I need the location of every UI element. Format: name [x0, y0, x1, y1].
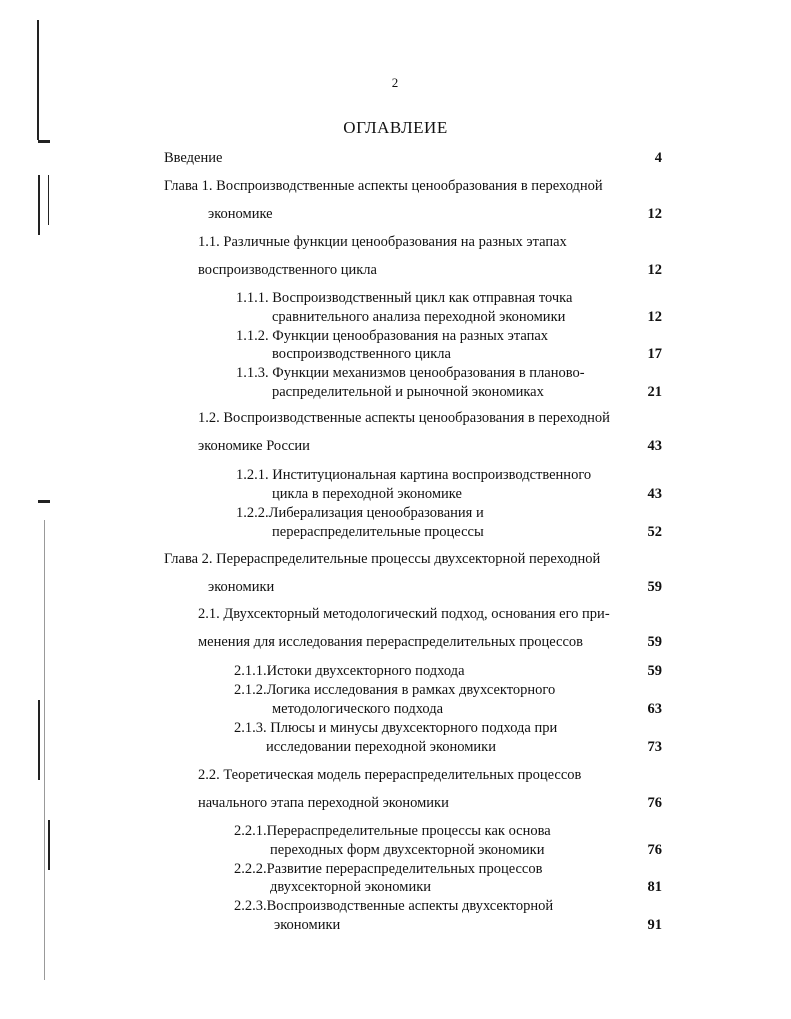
toc-page-s2-2-2: 81	[647, 879, 662, 895]
toc-page-s2-1-3: 73	[647, 739, 662, 755]
toc-entry-s2-2-1-line1: 2.2.1.Перераспределительные процессы как основа	[234, 823, 551, 839]
page-title: ОГЛАВЛЕИЕ	[343, 118, 448, 137]
toc-entry-s2-1-line2: менения для исследования перераспределительных процессов	[198, 634, 584, 650]
scan-edge-mark	[38, 140, 50, 143]
toc-entry-s1-1-3-line1: 1.1.3. Функции механизмов ценообразования в планово-	[236, 365, 585, 381]
toc-entry-s2-1-2-line2: методологического подхода	[272, 701, 444, 717]
toc-entry-s2-2-3-line2: экономики	[274, 917, 341, 933]
toc-entry-s1-1-line2: воспроизводственного цикла	[198, 262, 377, 278]
page-number: 2	[391, 75, 399, 90]
toc-page-s1-1-3: 21	[647, 384, 662, 400]
toc-entry-ch2-line2: экономики	[208, 579, 275, 595]
toc-entry-s2-2-2-line2: двухсекторной экономики	[270, 879, 432, 895]
toc-page-s2-1-1: 59	[647, 663, 662, 679]
toc-page-s2-2: 76	[647, 795, 662, 811]
toc-entry-ch2-line1: Глава 2. Перераспределительные процессы двухсекторной переходной	[164, 551, 601, 567]
toc-entry-s2-1-3-line2: исследовании переходной экономики	[266, 739, 496, 755]
scan-edge-mark	[38, 500, 50, 503]
scan-edge-mark	[48, 820, 50, 870]
toc-entry-s2-2-2-line1: 2.2.2.Развитие перераспределительных процессов	[234, 861, 543, 877]
toc-page-s1-2-1: 43	[647, 486, 662, 502]
scan-edge-mark	[44, 520, 45, 980]
scan-edge-mark	[48, 175, 49, 225]
toc-entry-s1-1-2-line2: воспроизводственного цикла	[272, 346, 451, 362]
toc-page-s1-2-2: 52	[647, 524, 662, 540]
toc-page-s2-1: 59	[647, 634, 662, 650]
toc-page-s1-1: 12	[647, 262, 662, 278]
toc-entry-ch1-line2: экономике	[208, 206, 273, 222]
toc-page-s2-1-2: 63	[647, 701, 662, 717]
scan-edge-mark	[38, 700, 40, 780]
toc-entry-s1-1-1-line2: сравнительного анализа переходной экономики	[272, 309, 566, 325]
toc-entry-s2-1-1-line1: 2.1.1.Истоки двухсекторного подхода	[234, 663, 465, 679]
toc-entry-s1-2-line2: экономике России	[198, 438, 310, 454]
toc-entry-s1-2-2-line2: перераспределительные процессы	[272, 524, 484, 540]
toc-page-ch2: 59	[647, 579, 662, 595]
toc-entry-s1-1-1-line1: 1.1.1. Воспроизводственный цикл как отправная точка	[236, 290, 573, 306]
toc-entry-s1-2-1-line1: 1.2.1. Институциональная картина воспроизводственного	[236, 467, 592, 483]
toc-entry-s2-2-line2: начального этапа переходной экономики	[198, 795, 449, 811]
toc-page-intro: 4	[654, 150, 662, 166]
toc-page-s2-2-3: 91	[647, 917, 662, 933]
toc-page-s2-2-1: 76	[647, 842, 662, 858]
toc-entry-s2-2-3-line1: 2.2.3.Воспроизводственные аспекты двухсекторной	[234, 898, 554, 914]
toc-entry-s1-2-1-line2: цикла в переходной экономике	[272, 486, 462, 502]
toc-page-ch1: 12	[647, 206, 662, 222]
toc-page-s1-2: 43	[647, 438, 662, 454]
toc-entry-s1-1-2-line1: 1.1.2. Функции ценообразования на разных этапах	[236, 328, 549, 344]
scan-edge-mark	[38, 175, 40, 235]
toc-entry-s2-2-line1: 2.2. Теоретическая модель перераспределительных процессов	[198, 767, 582, 783]
toc-entry-s2-1-3-line1: 2.1.3. Плюсы и минусы двухсекторного подхода при	[234, 720, 558, 736]
toc-page-s1-1-1: 12	[647, 309, 662, 325]
toc-entry-s1-1-line1: 1.1. Различные функции ценообразования на разных этапах	[198, 234, 567, 250]
toc-page-s1-1-2: 17	[647, 346, 662, 362]
toc-entry-s2-1-line1: 2.1. Двухсекторный методологический подход, основания его при-	[198, 606, 610, 622]
toc-entry-s1-2-line1: 1.2. Воспроизводственные аспекты ценообразования в переходной	[198, 410, 610, 426]
toc-entry-s2-2-1-line2: переходных форм двухсекторной экономики	[270, 842, 545, 858]
toc-entry-intro: Введение	[164, 150, 223, 166]
toc-entry-s1-2-2-line1: 1.2.2.Либерализация ценообразования и	[236, 505, 484, 521]
toc-entry-ch1-line1: Глава 1. Воспроизводственные аспекты ценообразования в переходной	[164, 178, 603, 194]
toc-entry-s2-1-2-line1: 2.1.2.Логика исследования в рамках двухсекторного	[234, 682, 556, 698]
toc-entry-s1-1-3-line2: распределительной и рыночной экономиках	[272, 384, 544, 400]
